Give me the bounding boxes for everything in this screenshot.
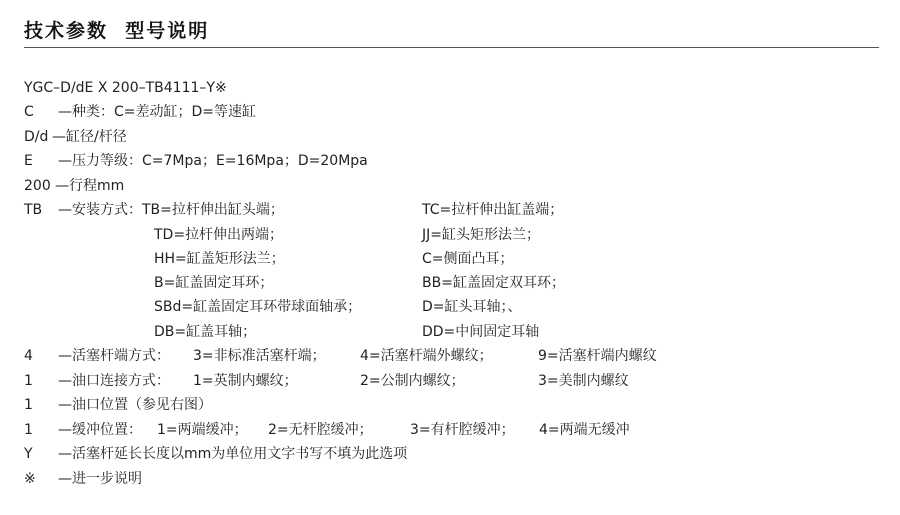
mounting-option: D=缸头耳轴；、	[422, 299, 522, 315]
mounting-option: SBd=缸盖固定耳环带球面轴承；	[154, 299, 362, 315]
mounting-option: C=侧面凸耳；	[422, 251, 514, 267]
mounting-option: HH=缸盖矩形法兰；	[154, 251, 285, 267]
rod-end-option: 3=非标准活塞杆端；	[193, 348, 326, 364]
rod-end-option: 4=活塞杆端外螺纹；	[360, 348, 493, 364]
param-desc-stroke: —行程mm	[55, 178, 125, 194]
param-code-note: ※	[24, 471, 36, 487]
param-desc-port-position: —油口位置（参见右图）	[58, 397, 212, 413]
param-code-port: 1	[24, 373, 33, 389]
param-desc-extension: —活塞杆延长长度以mm为单位用文字书写不填为此选项	[58, 446, 408, 462]
port-option: 3=美制内螺纹	[538, 373, 629, 389]
mounting-option: TC=拉杆伸出缸盖端；	[422, 202, 564, 218]
param-code-cushion: 1	[24, 422, 33, 438]
cushion-option: 1=两端缓冲；	[157, 422, 248, 438]
model-code: YGC–D/dE X 200–TB4111–Y※	[24, 80, 227, 96]
param-code-port-position: 1	[24, 397, 33, 413]
mounting-option: BB=缸盖固定双耳环；	[422, 275, 565, 291]
param-desc-pressure: —压力等级：C=7Mpa；E=16Mpa；D=20Mpa	[58, 153, 368, 169]
port-option: 1=英制内螺纹；	[193, 373, 298, 389]
param-desc-rod-end: —活塞杆端方式：	[58, 348, 170, 364]
param-code-mounting: TB	[24, 202, 43, 218]
param-code-stroke: 200	[24, 178, 51, 194]
cushion-option: 3=有杆腔缓冲；	[410, 422, 515, 438]
param-code-rod-end: 4	[24, 348, 33, 364]
param-desc-c: —种类：C=差动缸；D=等速缸	[58, 104, 257, 120]
param-desc-port: —油口连接方式：	[58, 373, 170, 389]
mounting-option: JJ=缸头矩形法兰；	[422, 227, 540, 243]
param-desc-cushion: —缓冲位置：	[58, 422, 142, 438]
param-code-bore: D/d	[24, 129, 49, 145]
port-option: 2=公制内螺纹；	[360, 373, 465, 389]
mounting-option: TD=拉杆伸出两端；	[154, 227, 284, 243]
title-divider	[24, 47, 879, 48]
param-code-extension: Y	[24, 446, 33, 462]
param-code-pressure: E	[24, 153, 33, 169]
param-code-c: C	[24, 104, 34, 120]
cushion-option: 4=两端无缓冲	[539, 422, 630, 438]
mounting-option: DD=中间固定耳轴	[422, 324, 540, 340]
param-desc-mounting: —安装方式：TB=拉杆伸出缸头端；	[58, 202, 284, 218]
mounting-option: DB=缸盖耳轴；	[154, 324, 257, 340]
cushion-option: 2=无杆腔缓冲；	[268, 422, 373, 438]
param-desc-note: —进一步说明	[58, 471, 142, 487]
mounting-option: B=缸盖固定耳环；	[154, 275, 274, 291]
section-title: 技术参数 型号说明	[24, 20, 210, 42]
rod-end-option: 9=活塞杆端内螺纹	[538, 348, 657, 364]
param-desc-bore: —缸径/杆径	[52, 129, 127, 145]
